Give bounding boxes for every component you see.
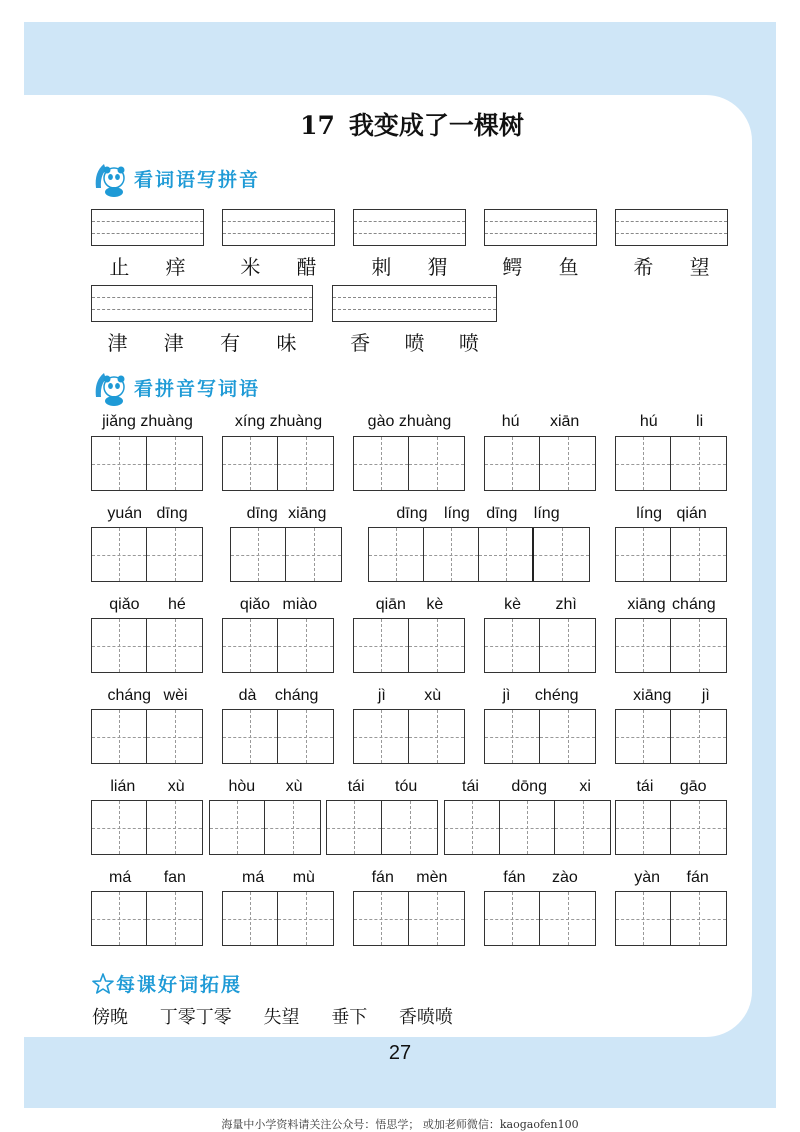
character-grid[interactable] [209, 800, 321, 855]
pinyin-prompt: yuán dīng [107, 505, 188, 522]
pinyin-prompt: hú xiān [501, 413, 580, 430]
extension-word: 丁零丁零 [159, 1007, 232, 1028]
pinyin-prompt: fán zào [503, 869, 578, 886]
panda-mascot-icon [92, 367, 132, 407]
pinyin-answer-box[interactable] [353, 209, 466, 246]
pinyin-answer-box[interactable] [91, 209, 204, 246]
section-words-to-pinyin [92, 158, 260, 198]
pinyin-prompt: líng qián [636, 505, 707, 522]
character-grid[interactable] [615, 800, 727, 855]
pinyin-prompt: dīng xiāng [246, 505, 327, 522]
page-title [24, 106, 800, 142]
pinyin-answer-box[interactable] [222, 209, 335, 246]
word-label: 米 醋 [240, 255, 317, 279]
extension-word: 香喷喷 [398, 1007, 453, 1028]
pinyin-prompt: hú li [639, 413, 704, 430]
character-grid[interactable] [91, 800, 203, 855]
page-number: 27 [388, 1042, 412, 1064]
word-label: 鳄 鱼 [502, 255, 579, 279]
character-grid[interactable] [368, 527, 590, 582]
character-grid[interactable] [444, 800, 611, 855]
pinyin-answer-box[interactable] [615, 209, 728, 246]
pinyin-prompt: jì chéng [502, 687, 579, 704]
character-grid[interactable] [615, 891, 727, 946]
footer-note: 海量中小学资料请关注公众号：悟思学； 或加老师微信：kaogaofen100 [221, 1118, 579, 1131]
character-grid[interactable] [222, 436, 334, 491]
lesson-title: 我变成了一棵树 [348, 111, 524, 140]
pinyin-answer-box[interactable] [91, 285, 313, 322]
character-grid[interactable] [91, 618, 203, 673]
word-label: 希 望 [633, 255, 710, 279]
pinyin-answer-box[interactable] [332, 285, 497, 322]
pinyin-prompt: lián xù [110, 778, 185, 795]
character-grid[interactable] [484, 709, 596, 764]
character-grid[interactable] [484, 891, 596, 946]
star-icon [92, 973, 114, 995]
pinyin-prompt: má fan [109, 869, 186, 886]
character-grid[interactable] [91, 436, 203, 491]
extension-word: 傍晚 [92, 1007, 128, 1028]
extension-word-list [92, 1003, 479, 1029]
character-grid[interactable] [615, 527, 727, 582]
pinyin-prompt: tái dōng xi [462, 778, 591, 795]
section-label: 看词语写拼音 [134, 168, 261, 191]
pinyin-prompt: dīng líng dīng líng [396, 505, 560, 522]
character-grid[interactable] [615, 618, 727, 673]
word-label: 刺 猬 [371, 255, 448, 279]
character-grid[interactable] [353, 709, 465, 764]
character-grid[interactable] [230, 527, 342, 582]
character-grid[interactable] [615, 436, 727, 491]
pinyin-prompt: tái tóu [347, 778, 418, 795]
pinyin-prompt: qiǎo miào [239, 596, 318, 613]
section-extension [92, 970, 242, 997]
pinyin-prompt: jì xù [377, 687, 442, 704]
section-label: 每课好词拓展 [116, 974, 243, 996]
character-grid[interactable] [353, 436, 465, 491]
word-label: 香 喷 喷 [350, 331, 479, 355]
pinyin-prompt: gào zhuàng [367, 413, 452, 430]
pinyin-prompt: xíng zhuàng [234, 413, 323, 430]
pinyin-answer-box[interactable] [484, 209, 597, 246]
word-label: 津 津 有 味 [107, 331, 297, 355]
pinyin-prompt: cháng wèi [107, 687, 188, 704]
pinyin-prompt: yàn fán [634, 869, 709, 886]
character-grid[interactable] [615, 709, 727, 764]
character-grid[interactable] [91, 891, 203, 946]
pinyin-prompt: qiān kè [375, 596, 444, 613]
character-grid[interactable] [484, 436, 596, 491]
pinyin-prompt: fán mèn [371, 869, 448, 886]
panda-mascot-icon [92, 158, 132, 198]
pinyin-prompt: má mù [242, 869, 315, 886]
section-pinyin-to-words [92, 367, 260, 407]
character-grid[interactable] [91, 527, 203, 582]
pinyin-prompt: tái gāo [636, 778, 707, 795]
character-grid[interactable] [222, 709, 334, 764]
extension-word: 垂下 [331, 1007, 368, 1028]
pinyin-prompt: hòu xù [228, 778, 303, 795]
pinyin-prompt: dà cháng [238, 687, 319, 704]
pinyin-prompt: xiāng cháng [627, 596, 716, 613]
word-label: 止 痒 [109, 255, 186, 279]
character-grid[interactable] [222, 891, 334, 946]
character-grid[interactable] [222, 618, 334, 673]
lesson-number: 17 [300, 111, 335, 140]
pinyin-prompt: xiāng jì [633, 687, 710, 704]
character-grid[interactable] [326, 800, 438, 855]
character-grid[interactable] [484, 618, 596, 673]
section-label: 看拼音写词语 [134, 377, 261, 400]
character-grid[interactable] [353, 891, 465, 946]
pinyin-prompt: kè zhì [504, 596, 577, 613]
pinyin-prompt: qiǎo hé [109, 596, 186, 613]
character-grid[interactable] [91, 709, 203, 764]
extension-word: 失望 [263, 1007, 300, 1028]
pinyin-prompt: jiǎng zhuàng [102, 413, 193, 430]
character-grid[interactable] [353, 618, 465, 673]
